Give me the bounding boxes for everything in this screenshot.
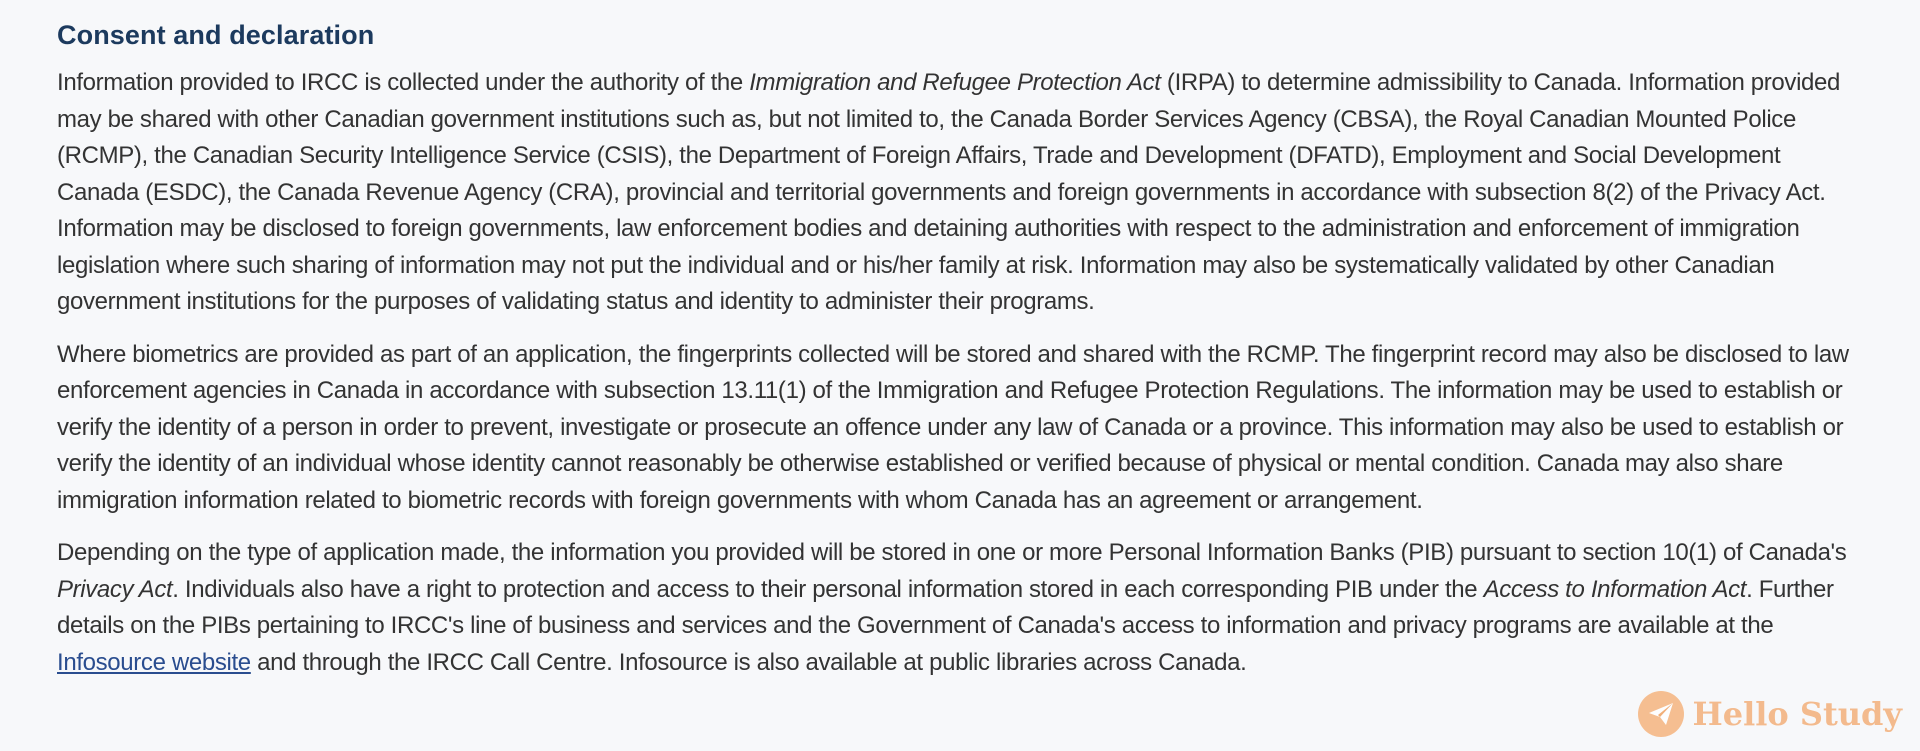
privacy-act-name: Privacy Act bbox=[57, 575, 173, 603]
paragraph-irpa-text-1: Information provided to IRCC is collected under the authority of the bbox=[57, 69, 750, 96]
paragraph-pib bbox=[57, 535, 1857, 681]
paragraph-pib-text-4: and through the IRCC Call Centre. Infosource is also available at public libraries across Canada. bbox=[250, 648, 1247, 676]
watermark bbox=[1638, 691, 1902, 737]
paragraph-pib-text-3: . Further details on the PIBs pertaining to IRCC's line of business and services and the Government of Canada's access to information and privacy programs are available at the bbox=[57, 575, 1834, 639]
section-title: Consent and declaration bbox=[57, 20, 375, 50]
paragraph-pib-text-2: . Individuals also have a right to protection and access to their personal information stored in each corresponding PIB under the bbox=[172, 575, 1484, 603]
consent-section bbox=[57, 20, 1857, 697]
paragraph-irpa-text-2: (IRPA) to determine admissibility to Canada. Information provided may be shared with other Canadian government institutions such as, but not limited to, the Canada Border Services Agency (CBSA), the Royal Canadian Mounted Police (RCMP), the Canadian Security Intelligence Service (CSIS), the Department of Foreign Affairs, Trade and Development (DFATD), Employment and Social Development Canada (ESDC), the Canada Revenue Agency (CRA), provincial and territorial governments and foreign governments in accordance with subsection 8(2) of the Privacy Act. Information may be disclosed to foreign governments, law enforcement bodies and detaining authorities with respect to the administration and enforcement of immigration legislation where such sharing of information may not put the individual and or his/her family at risk. Information may also be systematically validated by other Canadian government institutions for the purposes of validating status and identity to administer their programs. bbox=[57, 69, 1841, 315]
paper-plane-icon bbox=[1638, 691, 1684, 737]
access-act-name: Access to Information Act bbox=[1483, 575, 1747, 603]
paragraph-biometrics: Where biometrics are provided as part of an application, the fingerprints collected will be stored and shared with the RCMP. The fingerprint record may also be disclosed to law enforcement agencies in Canada in accordance with subsection 13.11(1) of the Immigration and Refugee Protection Regulations. The information may be used to establish or verify the identity of a person in order to prevent, investigate or prosecute an offence under any law of Canada or a province. This information may also be used to establish or verify the identity of an individual whose identity cannot reasonably be otherwise established or verified because of physical or mental condition. Canada may also share immigration information related to biometric records with foreign governments with whom Canada has an agreement or arrangement. bbox=[57, 340, 1849, 514]
paragraph-irpa bbox=[57, 65, 1857, 321]
infosource-website-link[interactable]: Infosource website bbox=[57, 648, 251, 676]
paragraph-pib-text-1: Depending on the type of application made, the information you provided will be stored in one or more Personal Information Banks (PIB) pursuant to section 10(1) of Canada's bbox=[57, 539, 1847, 566]
irpa-act-name: Immigration and Refugee Protection Act bbox=[749, 69, 1161, 96]
watermark-text: Hello Study bbox=[1692, 695, 1902, 733]
